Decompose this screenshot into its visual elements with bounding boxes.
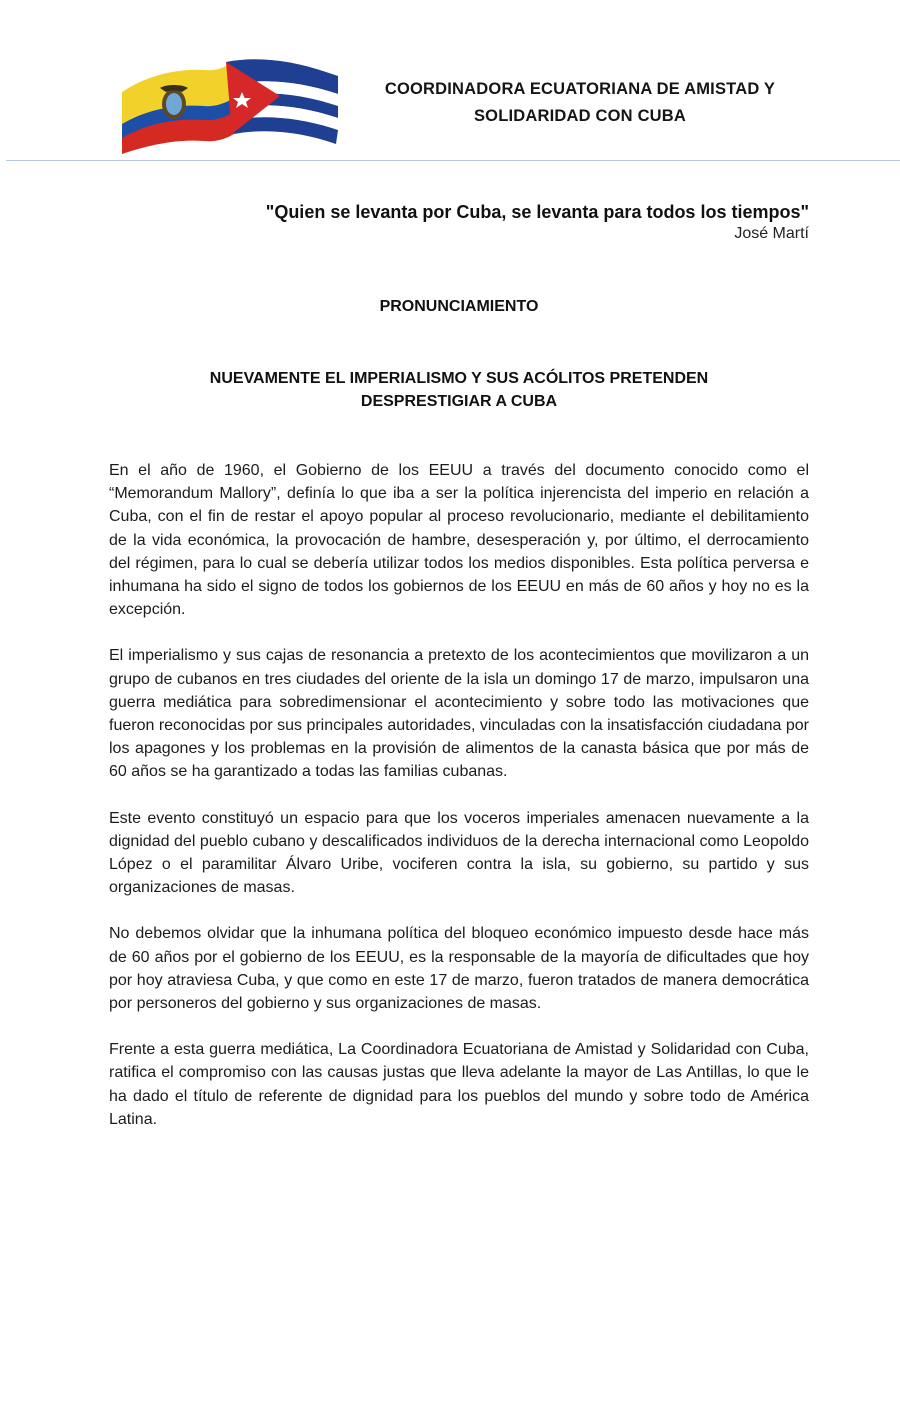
epigraph-quote: "Quien se levanta por Cuba, se levanta para todos los tiempos": [265, 202, 809, 222]
epigraph: [150, 200, 809, 244]
ecuador-flag-icon: [122, 62, 234, 154]
document-subtitle: [100, 367, 818, 413]
organization-name: [355, 76, 805, 130]
body-paragraph-4: No debemos olvidar que la inhumana política del bloqueo económico impuesto desde hace más de 60 años por el gobierno de los EEUU, es la responsable de la mayoría de dificultades que hoy por hoy atraviesa Cuba, y que como en este 17 de marzo, fueron tratados de manera democrática por personeros del gobierno y sus organizaciones de masas.: [109, 925, 809, 1013]
document-body: [109, 459, 809, 1154]
body-paragraph-3: Este evento constituyó un espacio para que los voceros imperiales amenacen nuevamente a la dignidad del pueblo cubano y descalificados individuos de la derecha internacional como Leopoldo López o el paramilitar Álvaro Uribe, vociferen contra la isla, su gobierno, su partido y sus organizaciones de masas.: [109, 809, 809, 897]
organization-name-line-2: SOLIDARIDAD CON CUBA: [473, 107, 687, 125]
cuba-flag-icon: [226, 59, 338, 144]
ecuador-cuba-flags-logo: [116, 54, 340, 154]
body-paragraph-2: El imperialismo y sus cajas de resonancia a pretexto de los acontecimientos que movilizaron a un grupo de cubanos en tres ciudades del oriente de la isla un domingo 17 de marzo, impulsaron una guerra mediática para sobredimensionar el acontecimiento y sobre todo las motivaciones que fueron reconocidas por sus principales autoridades, vinculadas con la insatisfacción ciudadana por los apagones y los problemas en la provisión de alimentos de la canasta básica que por más de 60 años se ha garantizado a todas las familias cubanas.: [109, 647, 809, 781]
epigraph-author: José Martí: [734, 225, 809, 242]
document-subtitle-line-1: NUEVAMENTE EL IMPERIALISMO Y SUS ACÓLITOS PRETENDEN: [209, 370, 709, 387]
organization-name-line-1: COORDINADORA ECUATORIANA DE AMISTAD Y: [384, 80, 776, 98]
body-paragraph-5: Frente a esta guerra mediática, La Coordinadora Ecuatoriana de Amistad y Solidaridad con Cuba, ratifica el compromiso con las causas justas que lleva adelante la mayor de Las Antillas, lo que le ha dado el título de referente de dignidad para los pueblos del mundo y sobre todo de América Latina.: [109, 1041, 809, 1128]
document-title: PRONUNCIAMIENTO: [379, 298, 539, 315]
body-paragraph-1: En el año de 1960, el Gobierno de los EEUU a través del documento conocido como el “Memorandum Mallory”, definía lo que iba a ser la política injerencista del imperio en relación a Cuba, con el fin de restar el apoyo popular al proceso revolucionario, mediante el debilitamiento de la vida económica, la provocación de hambre, desesperación y, por último, el derrocamiento del régimen, para lo cual se debería utilizar todos los medios disponibles. Esta política perversa e inhumana ha sido el signo de todos los gobiernos de los EEUU en más de 60 años y hoy no es la excepción.: [109, 462, 809, 619]
document-header: [0, 0, 900, 162]
header-divider: [6, 160, 900, 161]
document-subtitle-line-2: DESPRESTIGIAR A CUBA: [360, 393, 558, 410]
